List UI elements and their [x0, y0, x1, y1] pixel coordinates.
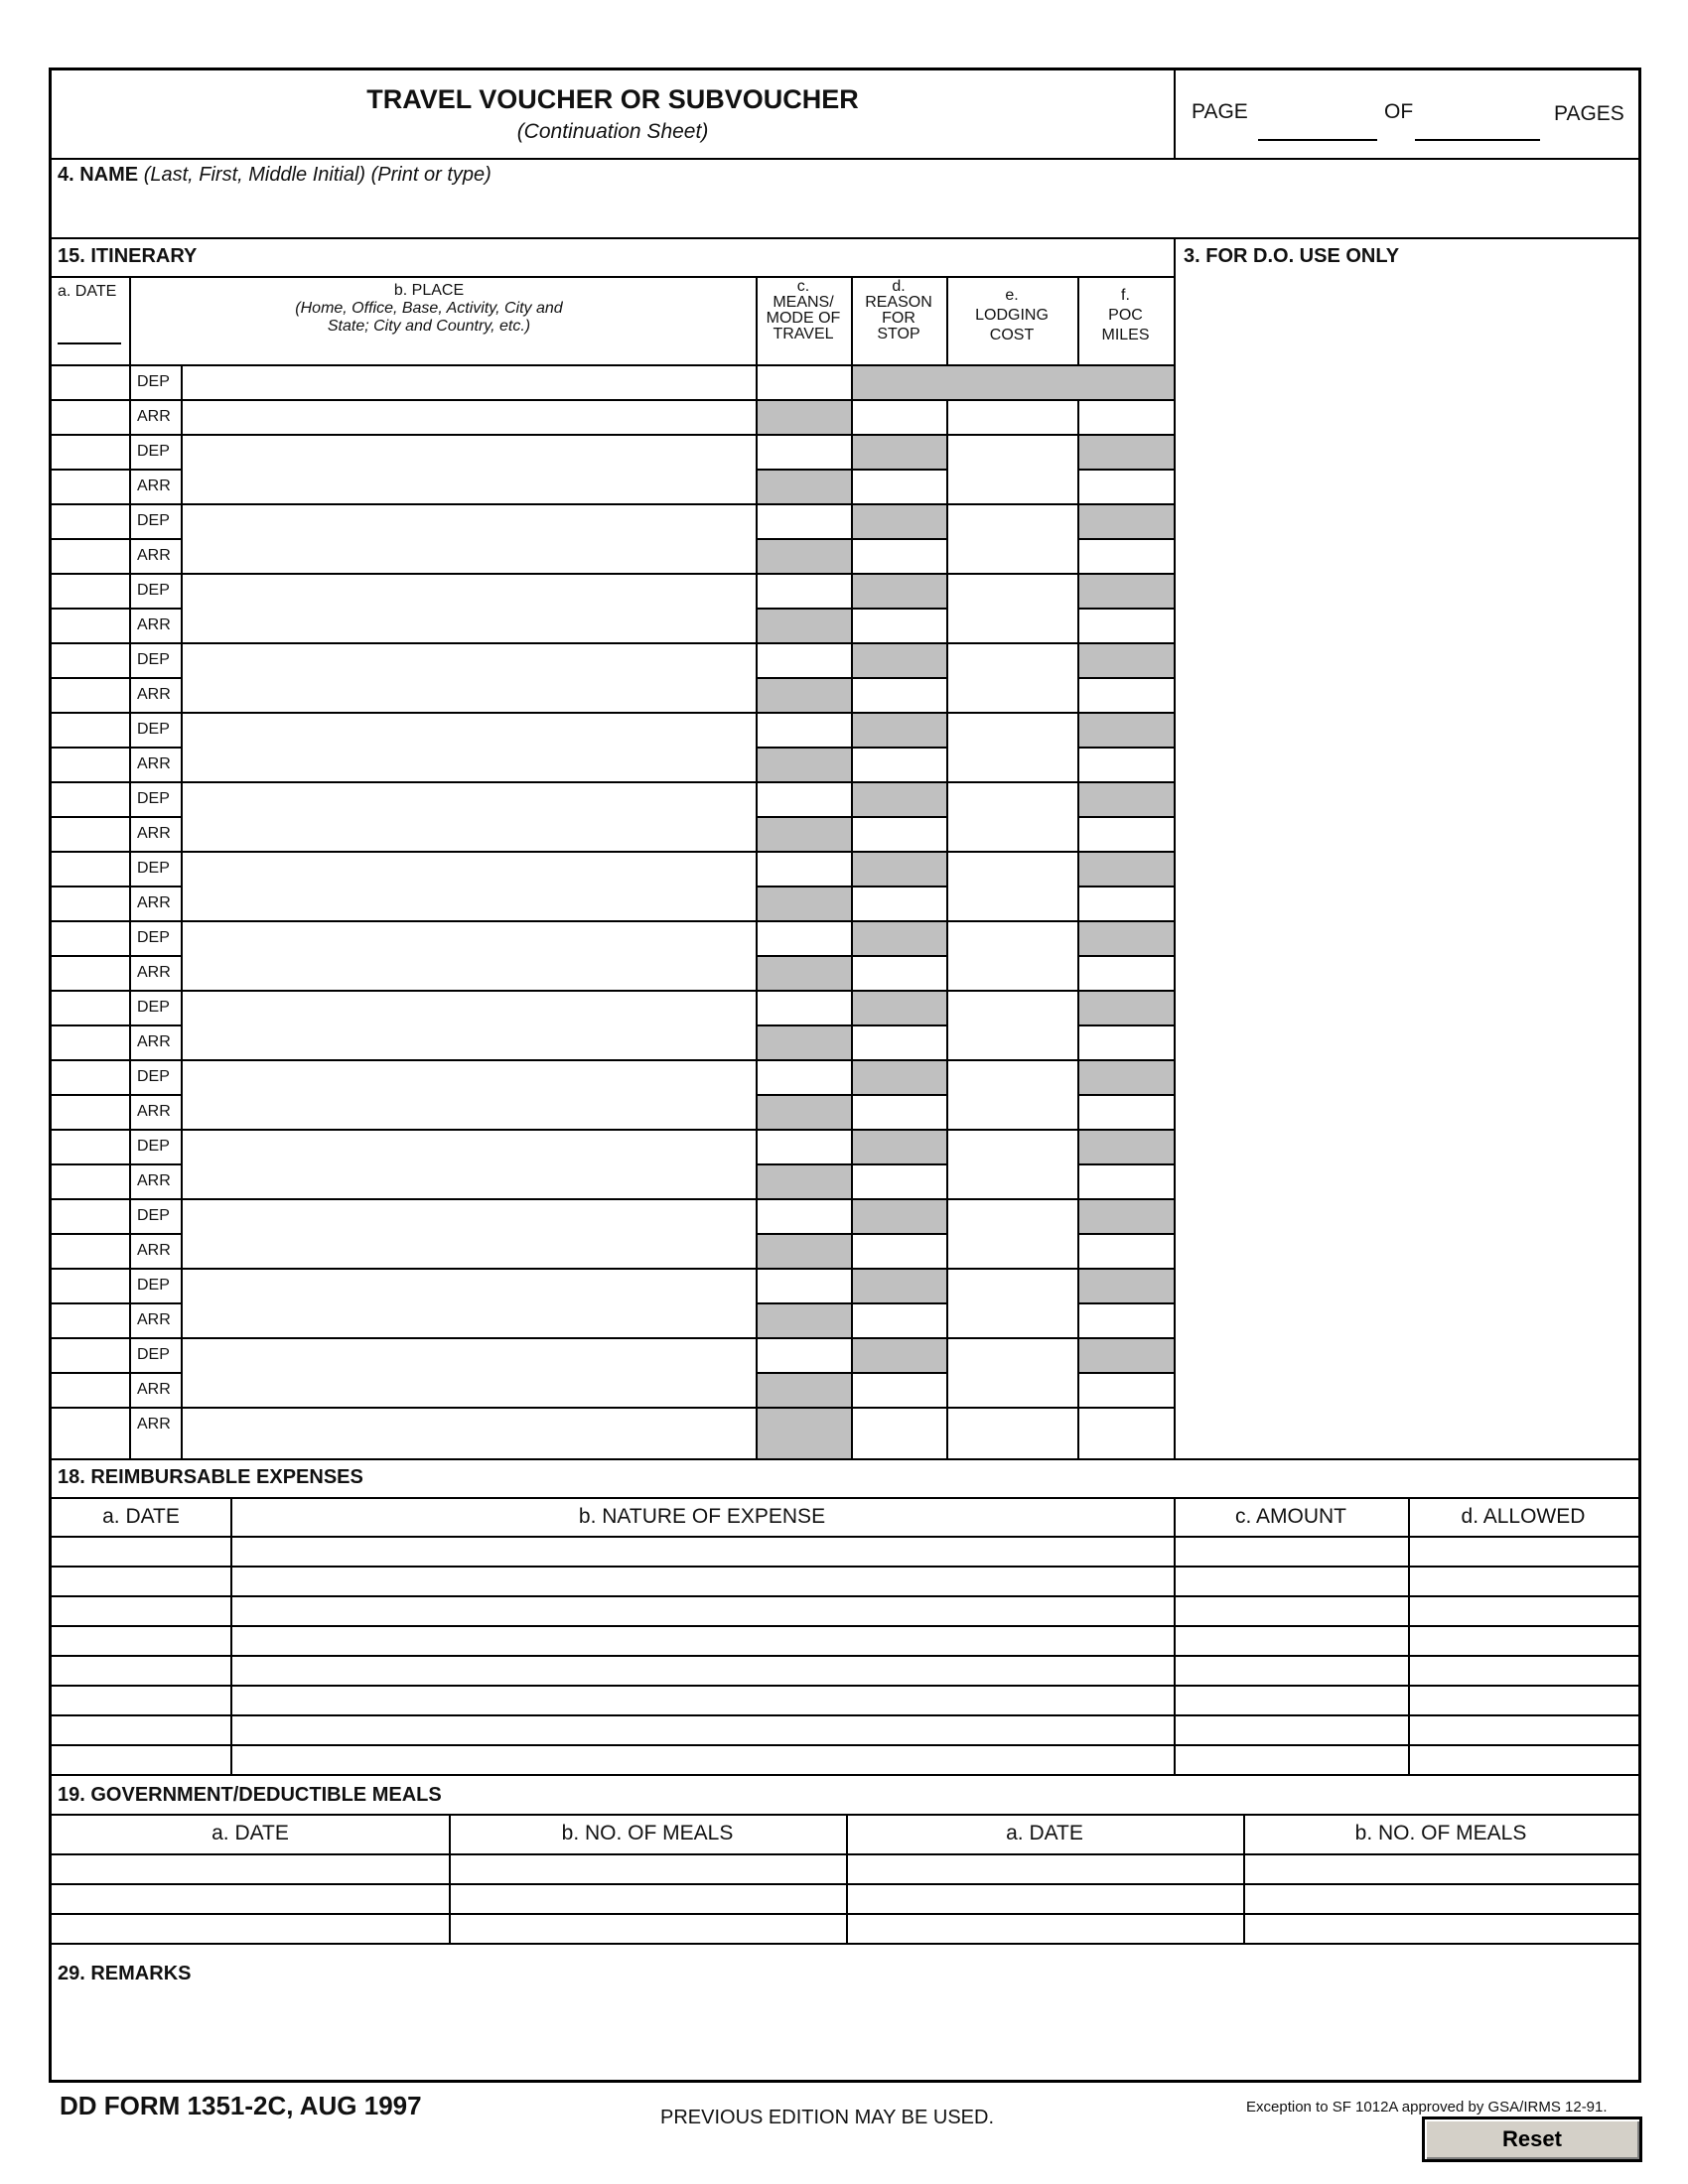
itinerary-date-input[interactable]: [54, 644, 127, 675]
shaded-cell: [853, 992, 946, 1024]
col_f-line: MILES: [1101, 327, 1150, 343]
shaded-cell: [1079, 436, 1174, 469]
page-label: PAGE: [1192, 100, 1248, 123]
expense-date-input[interactable]: [54, 1716, 228, 1742]
shaded-cell: [1079, 1200, 1174, 1233]
total-pages-field[interactable]: [1415, 139, 1540, 141]
itinerary-row-type: ARR: [137, 1242, 171, 1259]
meal-date-input[interactable]: [54, 1855, 447, 1881]
itinerary-date-input[interactable]: [54, 887, 127, 918]
meal-date-input[interactable]: [54, 1915, 447, 1941]
meal-count-input[interactable]: [1245, 1915, 1638, 1941]
exception-note: Exception to SF 1012A approved by GSA/IRMS 12-91.: [1246, 2099, 1608, 2116]
reset-button[interactable]: Reset: [1422, 2116, 1642, 2162]
itinerary-date-input[interactable]: [54, 679, 127, 710]
col_c-line: TRAVEL: [773, 326, 834, 342]
shaded-cell: [853, 1200, 946, 1233]
itinerary-date-input[interactable]: [54, 749, 127, 779]
expense-nature-input[interactable]: [232, 1687, 1172, 1712]
expense-amount-input[interactable]: [1176, 1687, 1406, 1712]
remarks-input[interactable]: [56, 1988, 1634, 2078]
itinerary-reason-header: [851, 279, 946, 342]
expenses-allowed-header: d. ALLOWED: [1461, 1505, 1586, 1528]
form-subtitle: (Continuation Sheet): [516, 120, 709, 143]
shaded-cell: [758, 749, 851, 781]
shaded-cell: [758, 957, 851, 990]
expense-nature-input[interactable]: [232, 1597, 1172, 1623]
expense-allowed-input[interactable]: [1410, 1538, 1636, 1564]
meals-count-header-1: b. NO. OF MEALS: [561, 1822, 734, 1844]
col_c-line: MEANS/: [773, 294, 834, 311]
col_d-line: d.: [892, 278, 906, 295]
meals-count-header-2: b. NO. OF MEALS: [1354, 1822, 1527, 1844]
expense-date-input[interactable]: [54, 1687, 228, 1712]
itinerary-date-input[interactable]: [54, 1061, 127, 1092]
itinerary-date-input[interactable]: [54, 1374, 127, 1405]
itinerary-place-hint-2: State; City and Country, etc.): [327, 318, 531, 335]
shaded-cell: [853, 505, 946, 538]
expense-allowed-input[interactable]: [1410, 1687, 1636, 1712]
meal-count-input[interactable]: [1245, 1855, 1638, 1881]
shaded-cell: [853, 644, 946, 677]
expense-date-input[interactable]: [54, 1657, 228, 1683]
expense-amount-input[interactable]: [1176, 1538, 1406, 1564]
shaded-cell: [758, 1096, 851, 1129]
itinerary-row-type: DEP: [137, 651, 170, 668]
expense-date-input[interactable]: [54, 1746, 228, 1772]
itinerary-date-input[interactable]: [54, 540, 127, 571]
meals-date-header-1: a. DATE: [211, 1822, 289, 1844]
itinerary-date-input[interactable]: [54, 922, 127, 953]
itinerary-row-type: ARR: [137, 478, 171, 494]
itinerary-date-input[interactable]: [54, 1026, 127, 1057]
itinerary-date-input[interactable]: [54, 957, 127, 988]
shaded-cell: [1079, 922, 1174, 955]
itinerary-row-type: ARR: [137, 408, 171, 425]
itinerary-row-type: DEP: [137, 1277, 170, 1294]
shaded-cell: [1079, 505, 1174, 538]
expense-amount-input[interactable]: [1176, 1627, 1406, 1653]
expense-allowed-input[interactable]: [1410, 1746, 1636, 1772]
meals-title: 19. GOVERNMENT/DEDUCTIBLE MEALS: [58, 1784, 442, 1806]
shaded-cell: [758, 540, 851, 573]
itinerary-date-input[interactable]: [54, 1200, 127, 1231]
shaded-cell: [758, 401, 851, 434]
shaded-cell: [1079, 1131, 1174, 1163]
col_e-line: e.: [1005, 287, 1019, 304]
expense-nature-input[interactable]: [232, 1538, 1172, 1564]
shaded-cell: [1079, 575, 1174, 608]
itinerary-date-input[interactable]: [54, 1270, 127, 1300]
col_f-line: f.: [1121, 287, 1130, 304]
shaded-cell: [1079, 1339, 1174, 1372]
itinerary-date-input[interactable]: [54, 992, 127, 1023]
expense-amount-input[interactable]: [1176, 1716, 1406, 1742]
shaded-cell: [853, 1131, 946, 1163]
itinerary-row-type: DEP: [137, 929, 170, 946]
travel-voucher-form: [49, 68, 1641, 2083]
shaded-cell: [853, 1339, 946, 1372]
expense-nature-input[interactable]: [232, 1716, 1172, 1742]
shaded-cell: [758, 471, 851, 503]
itinerary-date-input[interactable]: [54, 1131, 127, 1161]
expenses-date-header: a. DATE: [102, 1505, 180, 1528]
itinerary-place-header: b. PLACE: [393, 282, 465, 299]
expense-amount-input[interactable]: [1176, 1597, 1406, 1623]
meal-date-input[interactable]: [848, 1855, 1241, 1881]
meal-count-input[interactable]: [1245, 1885, 1638, 1911]
expense-nature-input[interactable]: [232, 1746, 1172, 1772]
shaded-cell: [1079, 1270, 1174, 1302]
shaded-cell: [1079, 714, 1174, 747]
itinerary-row-type: DEP: [137, 512, 170, 529]
itinerary-row-type: ARR: [137, 1172, 171, 1189]
itinerary-row-type: ARR: [137, 825, 171, 842]
itinerary-row-type: ARR: [137, 894, 171, 911]
form-id: DD FORM 1351-2C, AUG 1997: [60, 2091, 422, 2120]
itinerary-date-input[interactable]: [54, 505, 127, 536]
itinerary-row-type: ARR: [137, 1311, 171, 1328]
shaded-cell: [853, 922, 946, 955]
shaded-cell: [758, 1235, 851, 1268]
shaded-cell: [1079, 783, 1174, 816]
shaded-cell: [758, 1374, 851, 1407]
expense-date-input[interactable]: [54, 1568, 228, 1593]
meal-count-input[interactable]: [451, 1915, 844, 1941]
expense-nature-input[interactable]: [232, 1627, 1172, 1653]
shaded-cell: [853, 575, 946, 608]
itinerary-date-input[interactable]: [54, 610, 127, 640]
itinerary-row-type: ARR: [137, 1416, 171, 1433]
name-label: [58, 164, 492, 187]
expense-date-input[interactable]: [54, 1627, 228, 1653]
expenses-amount-header: c. AMOUNT: [1234, 1505, 1346, 1528]
expense-amount-input[interactable]: [1176, 1568, 1406, 1593]
itinerary-row-type: DEP: [137, 1207, 170, 1224]
itinerary-date-input[interactable]: [54, 436, 127, 467]
col_c-line: MODE OF: [766, 310, 841, 327]
shaded-cell: [758, 1165, 851, 1198]
itinerary-row-type: DEP: [137, 1138, 170, 1155]
meal-date-input[interactable]: [54, 1885, 447, 1911]
itinerary-date-input[interactable]: [54, 1235, 127, 1266]
name-label-hint: (Last, First, Middle Initial) (Print or type): [143, 164, 492, 186]
itinerary-row-type: DEP: [137, 373, 170, 390]
itinerary-row-type: ARR: [137, 547, 171, 564]
col_e-line: LODGING: [975, 307, 1049, 324]
itinerary-lodging-header: [946, 286, 1077, 345]
col_d-line: STOP: [877, 326, 920, 342]
shaded-cell: [758, 1409, 851, 1458]
page-number-field[interactable]: [1258, 139, 1377, 141]
expense-allowed-input[interactable]: [1410, 1568, 1636, 1593]
shaded-cell: [1079, 644, 1174, 677]
expenses-title: 18. REIMBURSABLE EXPENSES: [58, 1466, 363, 1488]
itinerary-row-type: DEP: [137, 1346, 170, 1363]
itinerary-date-input[interactable]: [54, 714, 127, 745]
itinerary-date-input[interactable]: [54, 818, 127, 849]
shaded-cell: [853, 1270, 946, 1302]
shaded-cell: [853, 853, 946, 886]
itinerary-row-type: DEP: [137, 582, 170, 599]
itinerary-poc-header: [1077, 286, 1174, 345]
itinerary-row-type: ARR: [137, 1381, 171, 1398]
col_c-line: c.: [796, 278, 810, 295]
itinerary-row-type: ARR: [137, 1103, 171, 1120]
expense-amount-input[interactable]: [1176, 1657, 1406, 1683]
meal-count-input[interactable]: [451, 1855, 844, 1881]
itinerary-place-hint-1: (Home, Office, Base, Activity, City and: [295, 300, 563, 317]
shaded-cell: [853, 366, 1174, 399]
itinerary-row-type: DEP: [137, 443, 170, 460]
itinerary-date-input[interactable]: [54, 366, 127, 397]
itinerary-date-input[interactable]: [54, 783, 127, 814]
itinerary-row-type: DEP: [137, 721, 170, 738]
do-use-only-label: 3. FOR D.O. USE ONLY: [1184, 245, 1400, 267]
expense-amount-input[interactable]: [1176, 1746, 1406, 1772]
remarks-title: 29. REMARKS: [58, 1963, 192, 1984]
expense-nature-input[interactable]: [232, 1568, 1172, 1593]
expense-allowed-input[interactable]: [1410, 1597, 1636, 1623]
expense-allowed-input[interactable]: [1410, 1627, 1636, 1653]
expense-allowed-input[interactable]: [1410, 1716, 1636, 1742]
itinerary-means-header: [756, 279, 851, 342]
pages-label: PAGES: [1554, 102, 1624, 125]
shaded-cell: [853, 783, 946, 816]
itinerary-date-input[interactable]: [54, 1165, 127, 1196]
name-label-text: 4. NAME: [58, 164, 139, 186]
shaded-cell: [758, 679, 851, 712]
expense-date-input[interactable]: [54, 1538, 228, 1564]
expense-nature-input[interactable]: [232, 1657, 1172, 1683]
itinerary-date-input[interactable]: [54, 1409, 127, 1456]
itinerary-row-type: DEP: [137, 999, 170, 1016]
of-label: OF: [1384, 100, 1414, 123]
meal-count-input[interactable]: [451, 1885, 844, 1911]
itinerary-row-type: DEP: [137, 790, 170, 807]
shaded-cell: [1079, 992, 1174, 1024]
itinerary-title: 15. ITINERARY: [58, 245, 198, 267]
itinerary-date-header: a. DATE: [58, 283, 117, 300]
col_f-line: POC: [1108, 307, 1143, 324]
expense-date-input[interactable]: [54, 1597, 228, 1623]
col_e-line: COST: [989, 327, 1035, 343]
shaded-cell: [758, 610, 851, 642]
itinerary-row-type: DEP: [137, 1068, 170, 1085]
itinerary-row-type: DEP: [137, 860, 170, 877]
expense-allowed-input[interactable]: [1410, 1657, 1636, 1683]
shaded-cell: [853, 714, 946, 747]
form-title: TRAVEL VOUCHER OR SUBVOUCHER: [366, 84, 859, 114]
shaded-cell: [758, 818, 851, 851]
expenses-nature-header: b. NATURE OF EXPENSE: [578, 1505, 826, 1528]
itinerary-date-input[interactable]: [54, 1339, 127, 1370]
itinerary-row-type: ARR: [137, 1033, 171, 1050]
meal-date-input[interactable]: [848, 1915, 1241, 1941]
shaded-cell: [758, 1304, 851, 1337]
itinerary-date-input[interactable]: [54, 471, 127, 501]
do-use-only-area[interactable]: [1178, 279, 1634, 1455]
col_d-line: FOR: [882, 310, 915, 327]
edition-note: PREVIOUS EDITION MAY BE USED.: [660, 2107, 994, 2128]
itinerary-date-input[interactable]: [54, 1096, 127, 1127]
itinerary-date-input[interactable]: [54, 575, 127, 606]
shaded-cell: [1079, 1061, 1174, 1094]
shaded-cell: [853, 1061, 946, 1094]
itinerary-row-type: ARR: [137, 686, 171, 703]
itinerary-row-type: ARR: [137, 755, 171, 772]
shaded-cell: [853, 436, 946, 469]
itinerary-date-input[interactable]: [54, 1304, 127, 1335]
col_d-line: REASON: [865, 294, 932, 311]
itinerary-date-input[interactable]: [54, 401, 127, 432]
itinerary-date-input[interactable]: [54, 853, 127, 884]
meal-date-input[interactable]: [848, 1885, 1241, 1911]
meals-date-header-2: a. DATE: [1006, 1822, 1083, 1844]
itinerary-row-type: ARR: [137, 964, 171, 981]
shaded-cell: [1079, 853, 1174, 886]
shaded-cell: [758, 1026, 851, 1059]
shaded-cell: [758, 887, 851, 920]
itinerary-row-type: ARR: [137, 616, 171, 633]
name-input[interactable]: [56, 188, 1634, 227]
